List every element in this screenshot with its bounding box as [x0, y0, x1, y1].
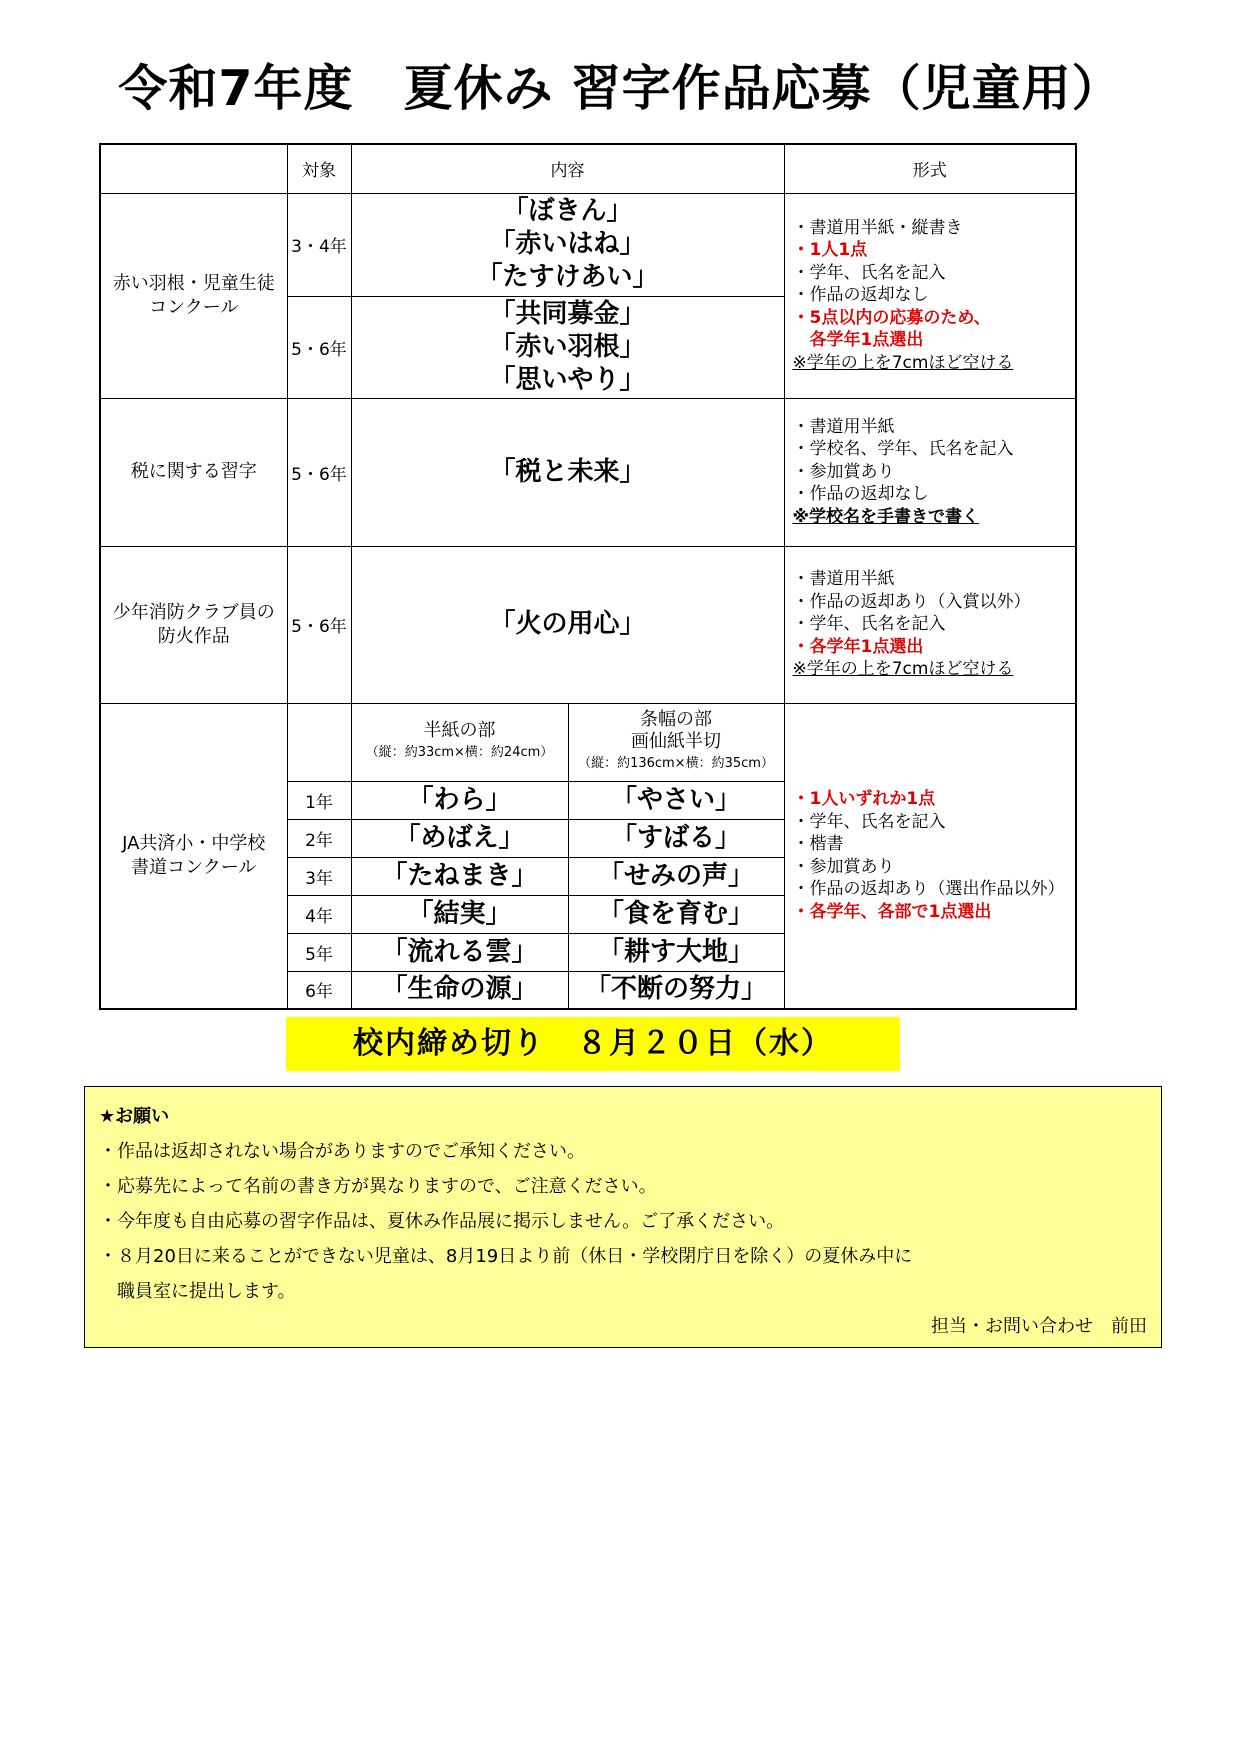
header-target: 対象 [287, 144, 351, 193]
joufuku-theme: 「やさい」 [568, 781, 784, 819]
contest-name-tax: 税に関する習字 [100, 398, 287, 546]
grade-label: 4年 [287, 895, 351, 933]
hanshi-theme: 「結実」 [351, 895, 568, 933]
page-title: 令和7年度 夏休み 習字作品応募（児童用） [118, 60, 1122, 117]
format-line: ・書道用半紙 [792, 416, 895, 437]
format-line-emphasis: ・1人いずれか1点 [792, 789, 936, 810]
hanshi-theme: 「わら」 [351, 781, 568, 819]
grade-label: 5年 [287, 933, 351, 971]
grade-label: 5・6年 [287, 398, 351, 546]
deadline-banner: 校内締め切り ８月２０日（水） [286, 1017, 900, 1071]
format-line-emphasis: ・5点以内の応募のため、 [792, 307, 991, 328]
table-header-row [100, 144, 1076, 193]
joufuku-title: 条幅の部 画仙紙半切 [631, 709, 721, 752]
ja-header-row [100, 703, 1076, 781]
contest-name-ja: JA共済小・中学校 書道コンクール [100, 703, 287, 1009]
joufuku-size: （縦：約136cm×横：約35cm） [578, 756, 774, 771]
format-line: ・参加賞あり [792, 461, 895, 482]
fire-row [100, 546, 1076, 703]
red-feather-row-1 [100, 193, 1076, 296]
theme-list: 「ぼきん」 「赤いはね」 「たすけあい」 [351, 193, 784, 296]
format-line: ・楷書 [792, 834, 844, 855]
joufuku-theme: 「すばる」 [568, 819, 784, 857]
joufuku-section-header [568, 703, 784, 781]
note-line: 職員室に提出します。 [99, 1281, 296, 1302]
header-cell-empty [100, 144, 287, 193]
hanshi-size: （縦：約33cm×横：約24cm） [365, 745, 554, 760]
format-ja [784, 703, 1076, 1009]
hanshi-theme: 「たねまき」 [351, 857, 568, 895]
grade-label: 5・6年 [287, 296, 351, 398]
note-line: ・応募先によって名前の書き方が異なりますので、ご注意ください。 [99, 1176, 657, 1197]
grade-label: 5・6年 [287, 546, 351, 703]
note-line: ・作品は返却されない場合がありますのでご承知ください。 [99, 1141, 585, 1162]
format-fire [784, 546, 1076, 703]
theme-tax: 「税と未来」 [351, 398, 784, 546]
format-line: ・書道用半紙 [792, 569, 895, 590]
notes-box [84, 1086, 1162, 1348]
grade-label: 3・4年 [287, 193, 351, 296]
format-line-emphasis: ・各学年1点選出 [792, 636, 924, 657]
format-line: ・参加賞あり [792, 856, 895, 877]
hanshi-title: 半紙の部 [423, 720, 496, 741]
format-line-emphasis: 各学年1点選出 [792, 330, 924, 351]
format-note: ※学校名を手書きで書く [792, 506, 980, 527]
contact-line: 担当・お問い合わせ 前田 [931, 1316, 1147, 1337]
format-tax [784, 398, 1076, 546]
grade-header-empty [287, 703, 351, 781]
format-line: ・作品の返却あり（入賞以外） [792, 591, 1031, 612]
theme-list: 「共同募金」 「赤い羽根」 「思いやり」 [351, 296, 784, 398]
format-note: ※学年の上を7cmほど空ける [792, 659, 1014, 680]
grade-label: 2年 [287, 819, 351, 857]
format-line: ・学校名、学年、氏名を記入 [792, 439, 1014, 460]
header-content: 内容 [351, 144, 784, 193]
contest-name-red-feather: 赤い羽根・児童生徒 コンクール [100, 193, 287, 398]
notes-heading: ★お願い [99, 1106, 170, 1127]
entry-table [99, 143, 1077, 1010]
format-line: ・学年、氏名を記入 [792, 614, 946, 635]
joufuku-theme: 「食を育む」 [568, 895, 784, 933]
format-note: ※学年の上を7cmほど空ける [792, 352, 1014, 373]
theme-fire: 「火の用心」 [351, 546, 784, 703]
grade-label: 6年 [287, 971, 351, 1009]
contest-name-fire: 少年消防クラブ員の 防火作品 [100, 546, 287, 703]
grade-label: 3年 [287, 857, 351, 895]
note-line: ・８月20日に来ることができない児童は、8月19日より前（休日・学校閉庁日を除く）の夏休み中に [99, 1246, 913, 1267]
header-format: 形式 [784, 144, 1076, 193]
format-line: ・書道用半紙・縦書き [792, 217, 963, 238]
format-line-emphasis: ・各学年、各部で1点選出 [792, 901, 992, 922]
hanshi-theme: 「流れる雲」 [351, 933, 568, 971]
format-red-feather [784, 193, 1076, 398]
hanshi-theme: 「生命の源」 [351, 971, 568, 1009]
format-line: ・作品の返却なし [792, 285, 929, 306]
tax-row [100, 398, 1076, 546]
format-line: ・学年、氏名を記入 [792, 262, 946, 283]
joufuku-theme: 「不断の努力」 [568, 971, 784, 1009]
format-line-emphasis: ・1人1点 [792, 240, 868, 261]
hanshi-theme: 「めばえ」 [351, 819, 568, 857]
hanshi-section-header [351, 703, 568, 781]
grade-label: 1年 [287, 781, 351, 819]
joufuku-theme: 「耕す大地」 [568, 933, 784, 971]
format-line: ・作品の返却あり（選出作品以外） [792, 879, 1065, 900]
note-line: ・今年度も自由応募の習字作品は、夏休み作品展に掲示しません。ご了承ください。 [99, 1211, 785, 1232]
format-line: ・学年、氏名を記入 [792, 811, 946, 832]
joufuku-theme: 「せみの声」 [568, 857, 784, 895]
format-line: ・作品の返却なし [792, 484, 929, 505]
